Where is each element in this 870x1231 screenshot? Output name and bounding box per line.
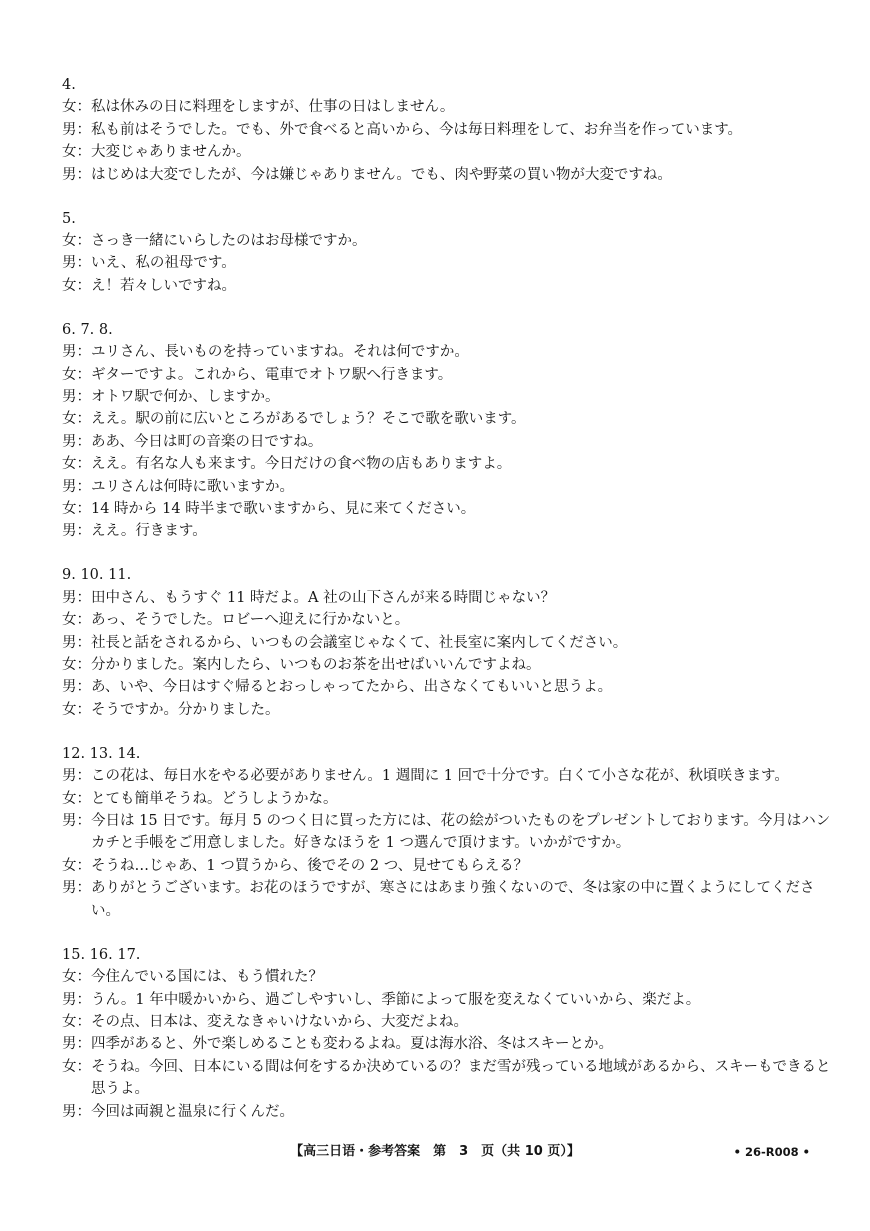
question-number: 5. <box>62 210 76 227</box>
dialogue-line <box>62 498 834 520</box>
speaker-label: 男： <box>62 634 91 651</box>
dialogue-line <box>62 252 834 274</box>
dialogue-line <box>62 1101 834 1123</box>
dialogue-section <box>62 743 834 922</box>
speaker-label: 男： <box>62 589 91 606</box>
question-number: 15. 16. 17. <box>62 946 141 963</box>
dialogue-text: 私も前はそうでした。でも、外で食べると高いから、今は毎日料理をして、お弁当を作っています。 <box>91 121 743 138</box>
speaker-label: 男： <box>62 344 91 361</box>
speaker-label: 女： <box>62 277 91 294</box>
dialogue-text: オトワ駅で何か、しますか。 <box>91 389 280 406</box>
dialogue-line <box>62 765 834 787</box>
dialogue-line <box>62 364 834 386</box>
dialogue-line <box>62 431 834 453</box>
speaker-label: 男： <box>62 991 91 1008</box>
speaker-label: 男： <box>62 166 91 183</box>
dialogue-line <box>62 1056 834 1101</box>
dialogue-text: 四季があると、外で楽しめることも変わるよね。夏は海水浴、冬はスキーとか。 <box>91 1036 613 1053</box>
dialogue-section <box>62 944 834 1123</box>
dialogue-text: そうね。今回、日本にいる間は何をするか決めているの？まだ雪が残っている地域があるから、スキーもできると思うよ。 <box>91 1058 831 1098</box>
speaker-label: 女： <box>62 366 91 383</box>
dialogue-section <box>62 319 834 543</box>
dialogue-line <box>62 141 834 163</box>
dialogue-line <box>62 810 834 855</box>
dialogue-line <box>62 341 834 363</box>
dialogue-text: 今日は 15 日です。毎月 5 のつく日に買った方には、花の絵がついたものをプレゼントしております。今月はハンカチと手帳をご用意しました。好きなほうを 1 つ選んで頂けます。いかがですか。 <box>91 813 831 852</box>
dialogue-text: この花は、毎日水をやる必要がありません。1 週間に 1 回で十分です。白くて小さな花が、秋頃咲きます。 <box>91 768 789 785</box>
speaker-label: 男： <box>62 478 91 495</box>
dialogue-text: うん。1 年中暖かいから、過ごしやすいし、季節によって服を変えなくていいから、楽だよ。 <box>91 991 701 1008</box>
dialogue-line <box>62 164 834 186</box>
speaker-label: 女： <box>62 501 91 518</box>
speaker-label: 女： <box>62 144 91 161</box>
dialogue-line <box>62 855 834 877</box>
dialogue-line <box>62 1033 834 1055</box>
dialogue-text: ええ。有名な人も来ます。今日だけの食べ物の店もありますよ。 <box>91 456 512 473</box>
speaker-label: 女： <box>62 1058 91 1075</box>
speaker-label: 男： <box>62 1036 91 1053</box>
speaker-label: 男： <box>62 389 91 406</box>
speaker-label: 女： <box>62 99 91 116</box>
dialogue-text: ええ。駅の前に広いところがあるでしょう？そこで歌を歌います。 <box>91 411 526 428</box>
speaker-label: 女： <box>62 857 91 874</box>
speaker-label: 女： <box>62 612 91 629</box>
footer-page-info: 【高三日语・参考答案 第 3 页（共 10 页）】 <box>290 1144 580 1159</box>
transcript-body <box>62 74 834 1145</box>
dialogue-text: ああ、今日は町の音楽の日ですね。 <box>91 433 323 450</box>
speaker-label: 女： <box>62 701 91 718</box>
dialogue-text: 分かりました。案内したら、いつものお茶を出せばいいんですよね。 <box>91 657 541 674</box>
dialogue-line <box>62 788 834 810</box>
dialogue-line <box>62 966 834 988</box>
speaker-label: 女： <box>62 657 91 674</box>
question-number: 4. <box>62 77 76 93</box>
dialogue-text: さっき一緒にいらしたのはお母様ですか。 <box>91 233 367 249</box>
dialogue-line <box>62 275 834 297</box>
speaker-label: 女： <box>62 233 91 249</box>
dialogue-text: ユリさんは何時に歌いますか。 <box>91 478 294 495</box>
dialogue-text: ありがとうございます。お花のほうですが、寒さにはあまり強くないので、冬は家の中に置くようにしてください。 <box>91 880 815 919</box>
dialogue-section <box>62 74 834 186</box>
speaker-label: 男： <box>62 523 91 540</box>
dialogue-line <box>62 654 834 676</box>
dialogue-text: え！若々しいですね。 <box>91 277 236 294</box>
dialogue-line <box>62 386 834 408</box>
speaker-label: 男： <box>62 121 91 138</box>
dialogue-text: あっ、そうでした。ロビーへ迎えに行かないと。 <box>91 612 410 629</box>
dialogue-line <box>62 96 834 118</box>
speaker-label: 男： <box>62 768 91 785</box>
footer-doc-code: • 26-R008 • <box>733 1145 810 1159</box>
dialogue-line <box>62 699 834 721</box>
dialogue-text: そうですか。分かりました。 <box>91 701 280 718</box>
dialogue-text: はじめは大変でしたが、今は嫌じゃありません。でも、肉や野菜の買い物が大変ですね。 <box>91 166 672 183</box>
question-number: 9. 10. 11. <box>62 567 132 584</box>
question-number: 12. 13. 14. <box>62 745 141 762</box>
page-footer <box>0 1141 870 1163</box>
dialogue-text: 社長と話をされるから、いつもの会議室じゃなくて、社長室に案内してください。 <box>91 634 628 651</box>
dialogue-text: あ、いや、今日はすぐ帰るとおっしゃってたから、出さなくてもいいと思うよ。 <box>91 679 613 696</box>
dialogue-line <box>62 609 834 631</box>
speaker-label: 女： <box>62 790 91 807</box>
speaker-label: 男： <box>62 679 91 696</box>
dialogue-section <box>62 208 834 298</box>
speaker-label: 女： <box>62 411 91 428</box>
dialogue-text: 14 時から 14 時半まで歌いますから、見に来てください。 <box>91 501 476 518</box>
dialogue-line <box>62 1011 834 1033</box>
dialogue-text: 今住んでいる国には、もう慣れた？ <box>91 969 323 986</box>
dialogue-line <box>62 230 834 252</box>
question-number: 6. 7. 8. <box>62 321 113 338</box>
dialogue-line <box>62 408 834 430</box>
dialogue-line <box>62 989 834 1011</box>
dialogue-line <box>62 632 834 654</box>
dialogue-line <box>62 587 834 609</box>
dialogue-text: ギターですよ。これから、電車でオトワ駅へ行きます。 <box>91 366 453 383</box>
dialogue-text: ユリさん、長いものを持っていますね。それは何ですか。 <box>91 344 469 361</box>
dialogue-text: 大変じゃありませんか。 <box>91 144 251 161</box>
speaker-label: 女： <box>62 456 91 473</box>
speaker-label: 女： <box>62 969 91 986</box>
dialogue-line <box>62 676 834 698</box>
dialogue-text: 私は休みの日に料理をしますが、仕事の日はしません。 <box>91 99 455 116</box>
speaker-label: 男： <box>62 880 91 897</box>
dialogue-text: そうね…じゃあ、1 つ買うから、後でその 2 つ、見せてもらえる？ <box>91 857 529 874</box>
dialogue-text: いえ、私の祖母です。 <box>91 255 236 272</box>
dialogue-line <box>62 520 834 542</box>
dialogue-line <box>62 453 834 475</box>
speaker-label: 女： <box>62 1013 91 1030</box>
dialogue-text: とても簡単そうね。どうしようかな。 <box>91 790 338 807</box>
speaker-label: 男： <box>62 813 91 830</box>
speaker-label: 男： <box>62 1103 91 1120</box>
speaker-label: 男： <box>62 255 91 272</box>
speaker-label: 男： <box>62 433 91 450</box>
dialogue-text: 田中さん、もうすぐ 11 時だよ。A 社の山下さんが来る時間じゃない？ <box>91 589 556 606</box>
dialogue-line <box>62 119 834 141</box>
dialogue-text: その点、日本は、変えなきゃいけないから、大変だよね。 <box>91 1013 468 1030</box>
dialogue-text: 今回は両親と温泉に行くんだ。 <box>91 1103 294 1120</box>
dialogue-section <box>62 564 834 721</box>
dialogue-text: ええ。行きます。 <box>91 523 207 540</box>
dialogue-line <box>62 476 834 498</box>
dialogue-line <box>62 877 834 922</box>
